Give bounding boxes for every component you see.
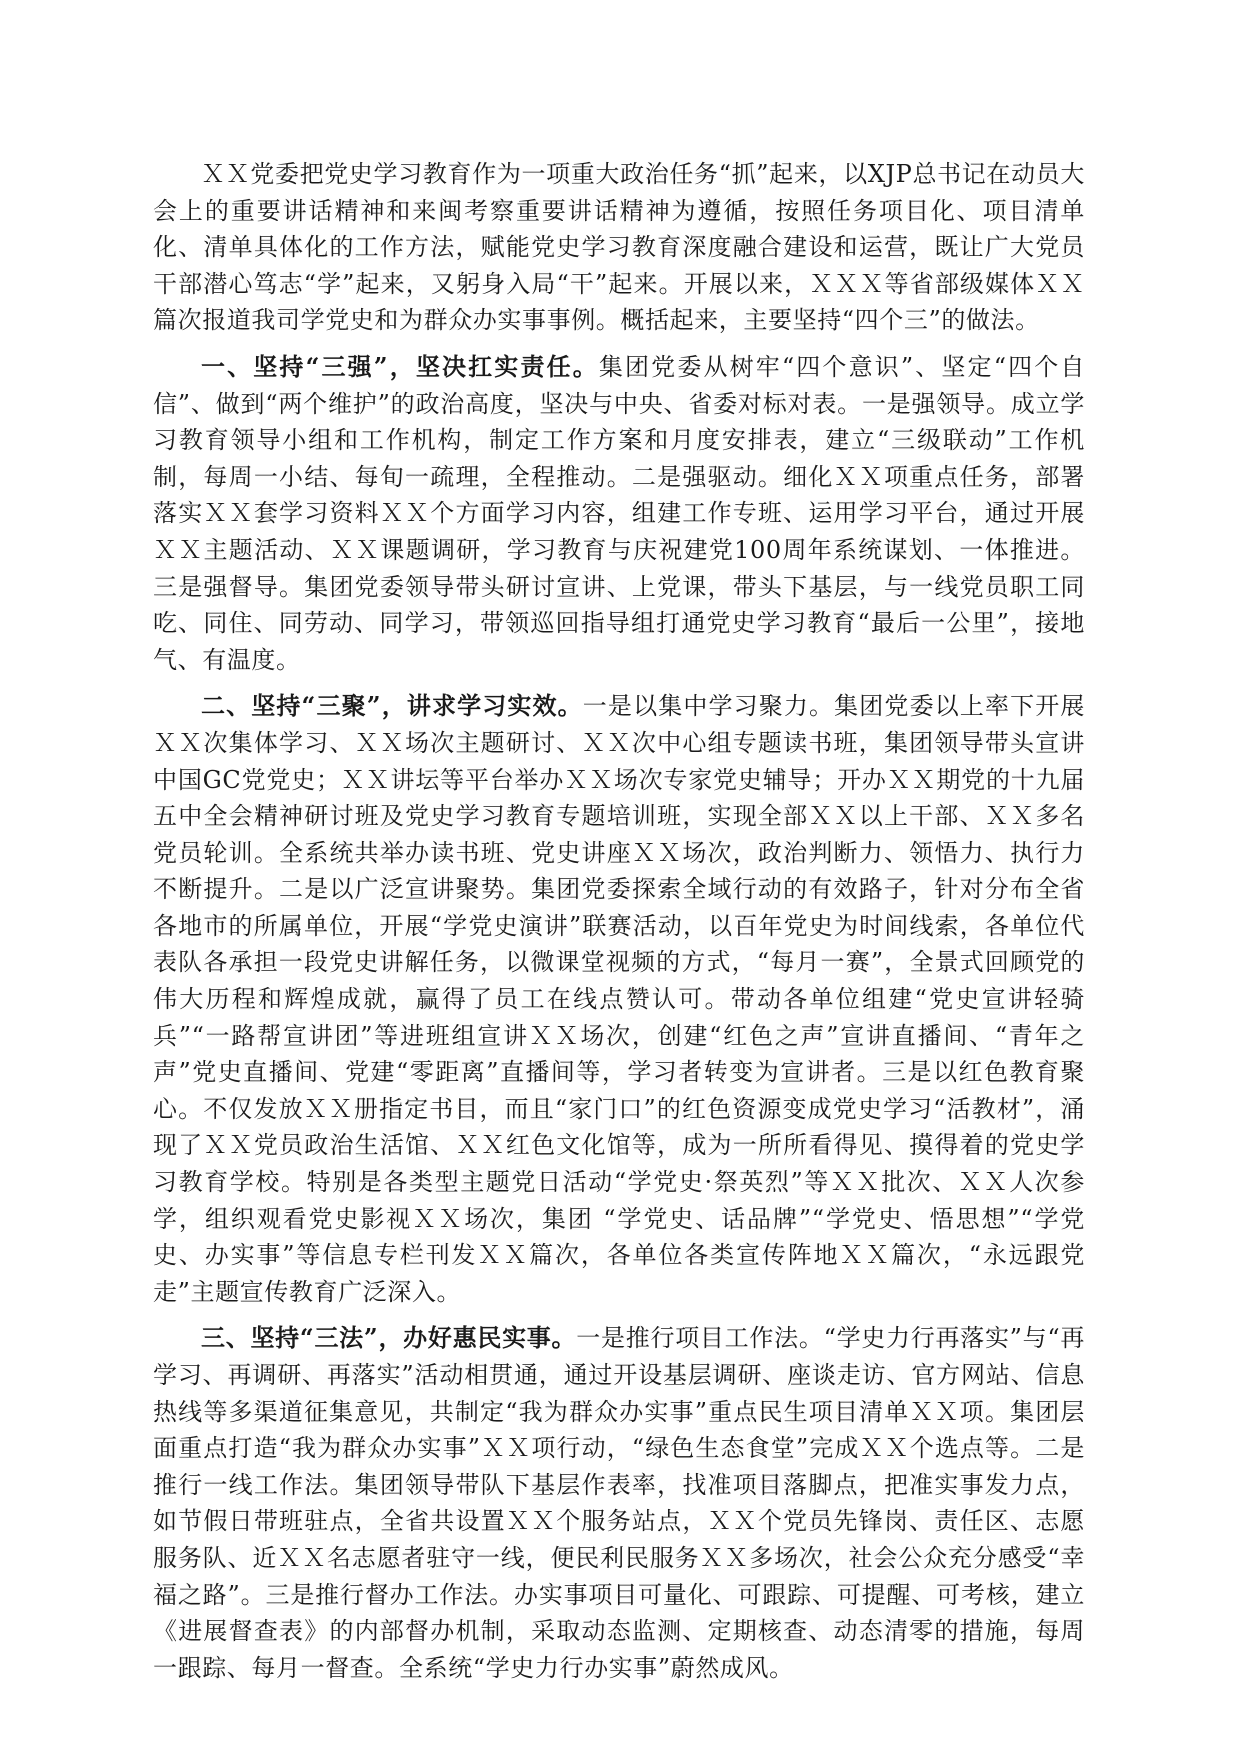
document-body (153, 156, 1085, 1696)
section-one-paragraph (153, 349, 1085, 678)
section-three-heading: 三、坚持“三法”，办好惠民实事。 (201, 1323, 577, 1353)
section-two-paragraph (153, 688, 1085, 1310)
section-one-text: 集团党委从树牢“四个意识”、坚定“四个自信”、做到“两个维护”的政治高度，坚决与中央、省委对标对表。一是强领导。成立学习教育领导小组和工作机构，制定工作方案和月度安排表，建立“三级联动”工作机制，每周一小结、每旬一疏理，全程推动。二是强驱动。细化ＸＸ项重点任务，部署落实ＸＸ套学习资料ＸＸ个方面学习内容，组建工作专班、运用学习平台，通过开展ＸＸ主题活动、ＸＸ课题调研，学习教育与庆祝建党100周年系统谋划、一体推进。三是强督导。集团党委领导带头研讨宣讲、上党课，带头下基层，与一线党员职工同吃、同住、同劳动、同学习，带领巡回指导组打通党史学习教育“最后一公里”，接地气、有温度。 (153, 352, 1085, 674)
intro-paragraph (153, 156, 1085, 339)
section-two-text: 一是以集中学习聚力。集团党委以上率下开展ＸＸ次集体学习、ＸＸ场次主题研讨、ＸＸ次中心组专题读书班，集团领导带头宣讲中国GC党党史；ＸＸ讲坛等平台举办ＸＸ场次专家党史辅导；开办ＸＸ期党的十九届五中全会精神研讨班及党史学习教育专题培训班，实现全部ＸＸ以上干部、ＸＸ多名党员轮训。全系统共举办读书班、党史讲座ＸＸ场次，政治判断力、领悟力、执行力不断提升。二是以广泛宣讲聚势。集团党委探索全域行动的有效路子，针对分布全省各地市的所属单位，开展“学党史演讲”联赛活动，以百年党史为时间线索，各单位代表队各承担一段党史讲解任务，以微课堂视频的方式，“每月一赛”，全景式回顾党的伟大历程和辉煌成就，赢得了员工在线点赞认可。带动各单位组建“党史宣讲轻骑兵”“一路帮宣讲团”等进班组宣讲ＸＸ场次，创建“红色之声”宣讲直播间、“青年之声”党史直播间、党建“零距离”直播间等，学习者转变为宣讲者。三是以红色教育聚心。不仅发放ＸＸ册指定书目，而且“家门口”的红色资源变成党史学习“活教材”，涌现了ＸＸ党员政治生活馆、ＸＸ红色文化馆等，成为一所所看得见、摸得着的党史学习教育学校。特别是各类型主题党日活动“学党史·祭英烈”等ＸＸ批次、ＸＸ人次参学，组织观看党史影视ＸＸ场次，集团 “学党史、话品牌”“学党史、悟思想”“学党史、办实事”等信息专栏刊发ＸＸ篇次，各单位各类宣传阵地ＸＸ篇次，“永远跟党走”主题宣传教育广泛深入。 (153, 692, 1085, 1306)
section-three-paragraph (153, 1320, 1085, 1686)
intro-paragraph-text: ＸＸ党委把党史学习教育作为一项重大政治任务“抓”起来，以XJP总书记在动员大会上的重要讲话精神和来闽考察重要讲话精神为遵循，按照任务项目化、项目清单化、清单具体化的工作方法，赋能党史学习教育深度融合建设和运营，既让广大党员干部潜心笃志“学”起来，又躬身入局“干”起来。开展以来，ＸＸＸ等省部级媒体ＸＸ篇次报道我司学党史和为群众办实事事例。概括起来，主要坚持“四个三”的做法。 (153, 160, 1085, 335)
section-three-text: 一是推行项目工作法。“学史力行再落实”与“再学习、再调研、再落实”活动相贯通，通过开设基层调研、座谈走访、官方网站、信息热线等多渠道征集意见，共制定“我为群众办实事”重点民生项目清单ＸＸ项。集团层面重点打造“我为群众办实事”ＸＸ项行动，“绿色生态食堂”完成ＸＸ个选点等。二是推行一线工作法。集团领导带队下基层作表率，找准项目落脚点，把准实事发力点，如节假日带班驻点，全省共设置ＸＸ个服务站点，ＸＸ个党员先锋岗、责任区、志愿服务队、近ＸＸ名志愿者驻守一线，便民利民服务ＸＸ多场次，社会公众充分感受“幸福之路”。三是推行督办工作法。办实事项目可量化、可跟踪、可提醒、可考核，建立《进展督查表》的内部督办机制，采取动态监测、定期核查、动态清零的措施，每周一跟踪、每月一督查。全系统“学史力行办实事”蔚然成风。 (153, 1324, 1085, 1682)
section-two-heading: 二、坚持“三聚”，讲求学习实效。 (201, 691, 583, 721)
section-one-heading: 一、坚持“三强”，坚决扛实责任。 (201, 351, 599, 381)
